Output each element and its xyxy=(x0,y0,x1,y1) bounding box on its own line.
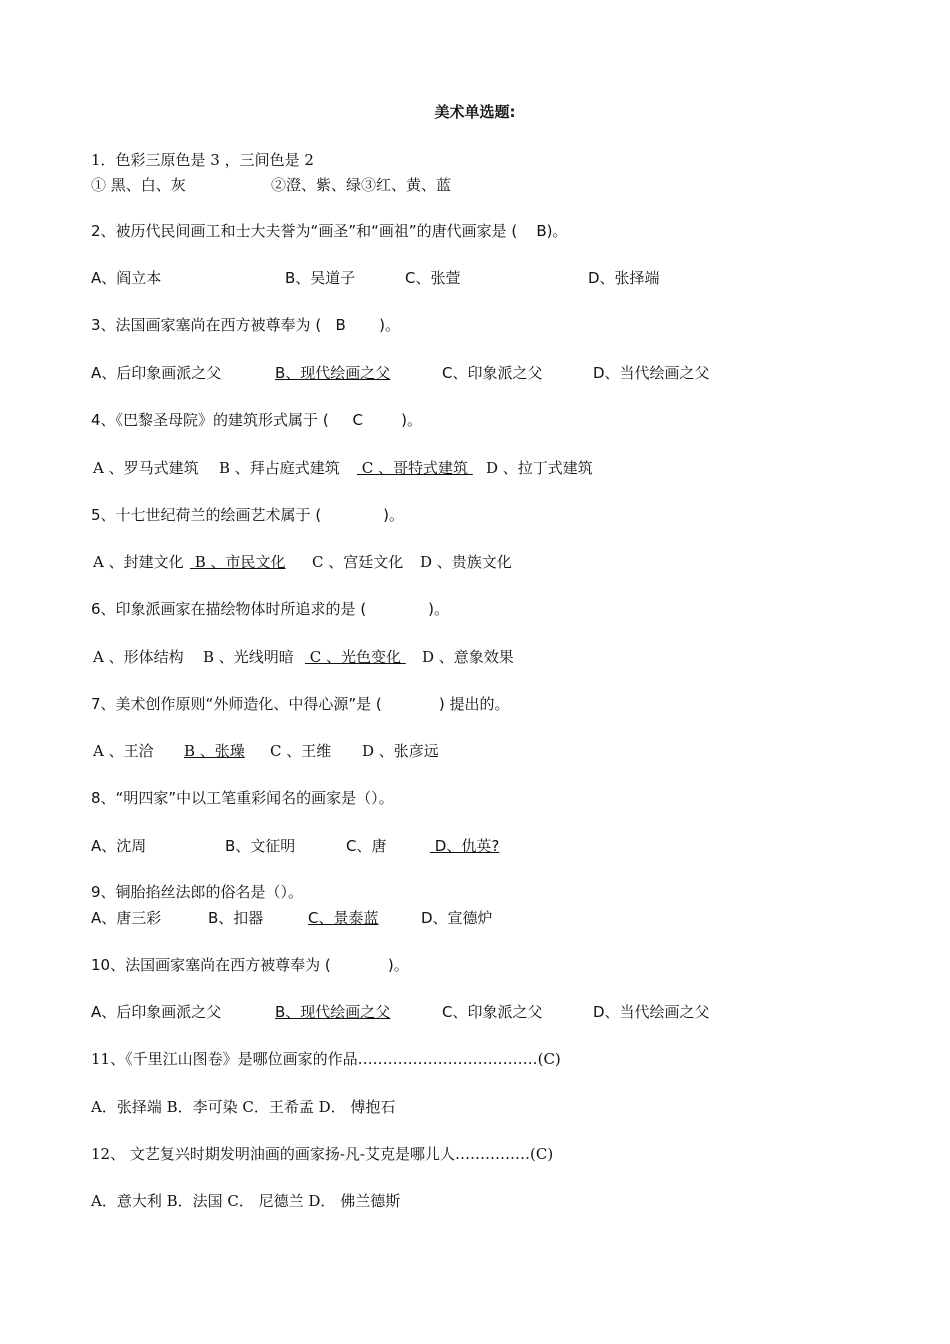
question-7-options xyxy=(0,741,950,761)
question-11-options: A．张择端 B．李可染 C．王希孟 D． 傅抱石 xyxy=(91,1098,396,1116)
option-c: C、唐 xyxy=(346,837,387,855)
option-b: B、吴道子 xyxy=(285,269,356,287)
option-c: C 、王维 xyxy=(270,742,332,760)
option-b: B 、光线明暗 xyxy=(203,648,294,666)
option-b: B、扣器 xyxy=(208,909,264,927)
option-d-answer: D、仇英? xyxy=(430,837,500,855)
option-a: A 、罗马式建筑 xyxy=(93,459,199,477)
question-4-options xyxy=(0,458,950,478)
option-c-answer: C 、光色变化 xyxy=(305,648,406,666)
option-d: D、当代绘画之父 xyxy=(593,364,710,382)
question-3-options xyxy=(0,363,950,383)
option-c-answer: C 、哥特式建筑 xyxy=(357,459,473,477)
question-10-options xyxy=(0,1002,950,1022)
question-7: 7、美术创作原则“外师造化、中得心源”是 ( ) 提出的。 xyxy=(91,695,510,713)
option-b-answer: B 、市民文化 xyxy=(190,553,286,571)
question-6-options xyxy=(0,647,950,667)
option-b-answer: B 、张璪 xyxy=(184,742,245,760)
option-a: A、后印象画派之父 xyxy=(91,1003,222,1021)
option-d: D、宣德炉 xyxy=(421,909,493,927)
question-9: 9、铜胎掐丝法郎的俗名是（）。 xyxy=(91,883,304,901)
question-8: 8、“明四家”中以工笔重彩闻名的画家是（）。 xyxy=(91,789,394,807)
option-b-answer: B、现代绘画之父 xyxy=(275,364,391,382)
option-d: D 、拉丁式建筑 xyxy=(486,459,593,477)
question-1: 1．色彩三原色是 3 ，三间色是 2 xyxy=(91,151,314,169)
option-a: A、唐三彩 xyxy=(91,909,162,927)
option-b: ②澄、紫、绿③红、黄、蓝 xyxy=(271,176,452,194)
option-d: D 、张彦远 xyxy=(362,742,439,760)
option-a: A 、王洽 xyxy=(93,742,154,760)
question-5: 5、十七世纪荷兰的绘画艺术属于 ( )。 xyxy=(91,506,405,524)
option-c-answer: C、景泰蓝 xyxy=(308,909,379,927)
question-9-options xyxy=(0,908,950,928)
option-a: A、沈周 xyxy=(91,837,147,855)
question-8-options xyxy=(0,836,950,856)
option-d: D、张择端 xyxy=(588,269,660,287)
question-10: 10、法国画家塞尚在西方被尊奉为 ( )。 xyxy=(91,956,409,974)
question-5-options xyxy=(0,552,950,572)
option-b: B、文征明 xyxy=(225,837,296,855)
option-d: D 、意象效果 xyxy=(422,648,514,666)
option-a: A、阎立本 xyxy=(91,269,162,287)
question-1-options xyxy=(0,175,950,195)
question-6: 6、印象派画家在描绘物体时所追求的是 ( )。 xyxy=(91,600,450,618)
option-c: C、印象派之父 xyxy=(442,1003,543,1021)
option-a: A 、封建文化 xyxy=(93,553,184,571)
option-a: A 、形体结构 xyxy=(93,648,184,666)
option-a: A、后印象画派之父 xyxy=(91,364,222,382)
page-title: 美术单选题: xyxy=(434,103,516,121)
option-d: D、当代绘画之父 xyxy=(593,1003,710,1021)
question-2-options xyxy=(0,268,950,288)
question-11: 11、《千里江山图卷》是哪位画家的作品………………………………(C) xyxy=(91,1050,561,1068)
option-c: C、印象派之父 xyxy=(442,364,543,382)
option-a: ① 黑、白、灰 xyxy=(91,176,186,194)
question-4: 4、《巴黎圣母院》的建筑形式属于 ( C )。 xyxy=(91,411,422,429)
option-b-answer: B、现代绘画之父 xyxy=(275,1003,391,1021)
option-c: C、张萱 xyxy=(405,269,461,287)
option-d: D 、贵族文化 xyxy=(420,553,512,571)
question-12-options: A．意大利 B．法国 C． 尼德兰 D． 佛兰德斯 xyxy=(91,1192,401,1210)
option-c: C 、宫廷文化 xyxy=(312,553,404,571)
option-b: B 、拜占庭式建筑 xyxy=(219,459,340,477)
question-12: 12、 文艺复兴时期发明油画的画家扬-凡-艾克是哪儿人……………(C) xyxy=(91,1145,554,1163)
question-3: 3、法国画家塞尚在西方被尊奉为 ( B )。 xyxy=(91,316,400,334)
question-2: 2、被历代民间画工和士大夫誉为“画圣”和“画祖”的唐代画家是 ( B)。 xyxy=(91,222,568,240)
